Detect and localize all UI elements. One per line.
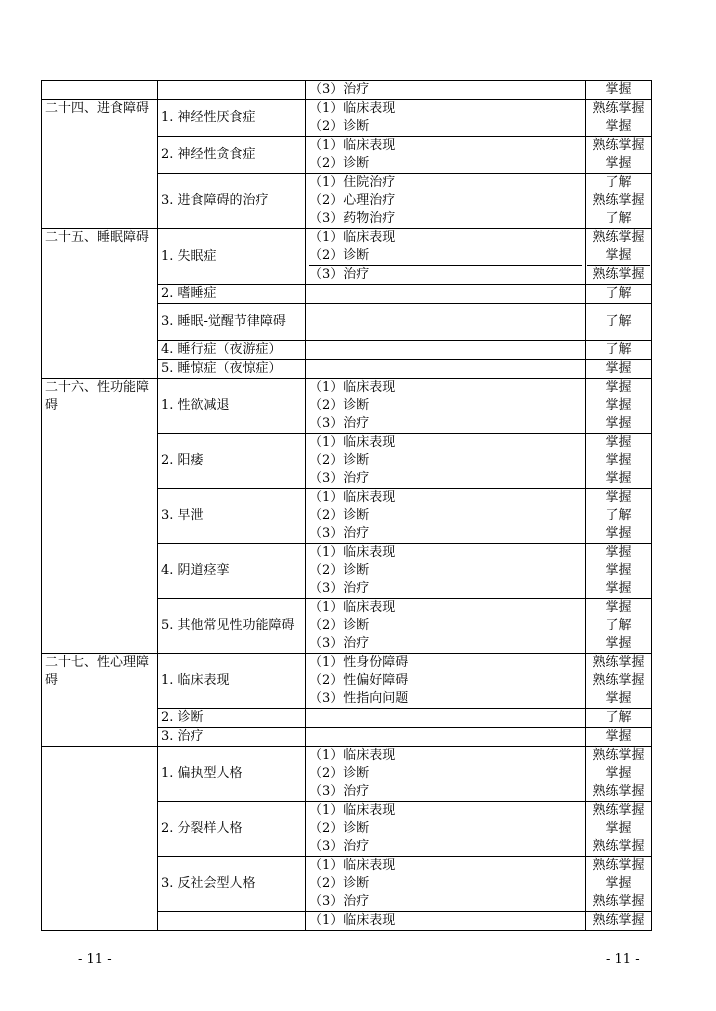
requirement-level: 掌握 (605, 453, 632, 468)
unit-cell: 1. 偏执型人格 (158, 747, 306, 802)
requirement-level: 掌握 (605, 380, 632, 395)
requirement-level: 了解 (605, 211, 632, 226)
requirement-level: 熟练掌握 (592, 673, 645, 688)
content-item: （2）诊断 (309, 119, 370, 134)
content-item: （2）诊断 (309, 398, 370, 413)
requirement-cell (586, 544, 652, 599)
unit-cell: 1. 性欲减退 (158, 379, 306, 434)
content-cell (306, 100, 586, 137)
unit-cell: 3. 早泄 (158, 489, 306, 544)
content-item: （1）临床表现 (309, 230, 396, 245)
content-item: （2）诊断 (309, 821, 370, 836)
content-item: （3）治疗 (309, 526, 370, 541)
content-item: （1）临床表现 (309, 600, 396, 615)
requirement-level: 了解 (605, 508, 632, 523)
content-item: （3）治疗 (309, 839, 370, 854)
content-item: （1）临床表现 (309, 138, 396, 153)
requirement-level: 了解 (605, 286, 632, 301)
requirement-cell (586, 599, 652, 654)
unit-cell: 3. 睡眠-觉醒节律障碍 (158, 304, 306, 341)
unit-cell: 3. 进食障碍的治疗 (158, 174, 306, 229)
requirement-level: 熟练掌握 (592, 858, 645, 873)
requirement-level: 掌握 (605, 490, 632, 505)
content-cell (306, 341, 586, 360)
unit-cell: 3. 反社会型人格 (158, 857, 306, 912)
requirement-level: 掌握 (605, 435, 632, 450)
table-row (42, 747, 652, 802)
category-cell: 二十七、性心理障碍 (42, 654, 158, 747)
requirement-level: 掌握 (605, 636, 632, 651)
category-cell (42, 81, 158, 100)
requirement-cell (586, 728, 652, 747)
requirement-level: 掌握 (605, 581, 632, 596)
requirement-cell (586, 137, 652, 174)
content-item: （3）治疗 (309, 894, 370, 909)
requirement-cell (586, 81, 652, 100)
requirement-level: 掌握 (605, 876, 632, 891)
syllabus-table (41, 80, 652, 931)
requirement-level: 了解 (605, 314, 632, 329)
category-cell: 二十五、睡眠障碍 (42, 229, 158, 379)
content-item: （1）临床表现 (309, 545, 396, 560)
unit-cell: 5. 其他常见性功能障碍 (158, 599, 306, 654)
requirement-cell (586, 360, 652, 379)
content-item: （1）临床表现 (309, 435, 396, 450)
content-item: （1）临床表现 (309, 748, 396, 763)
content-item: （3）治疗 (309, 265, 582, 284)
content-cell (306, 489, 586, 544)
content-item: （2）诊断 (309, 508, 370, 523)
requirement-level: 了解 (605, 710, 632, 725)
content-item: （2）诊断 (309, 563, 370, 578)
unit-cell (158, 912, 306, 931)
unit-cell: 2. 诊断 (158, 709, 306, 728)
requirement-level: 掌握 (605, 729, 632, 744)
content-cell (306, 857, 586, 912)
requirement-cell (586, 434, 652, 489)
requirement-level: 熟练掌握 (592, 193, 645, 208)
requirement-level: 了解 (605, 175, 632, 190)
content-cell (306, 544, 586, 599)
content-item: （3）治疗 (309, 581, 370, 596)
requirement-cell (586, 912, 652, 931)
table-row (42, 229, 652, 285)
content-cell (306, 174, 586, 229)
requirement-level: 熟练掌握 (592, 894, 645, 909)
content-cell (306, 81, 586, 100)
requirement-cell (586, 654, 652, 709)
requirement-level: 熟练掌握 (592, 913, 645, 928)
content-item: （2）诊断 (309, 618, 370, 633)
requirement-level: 掌握 (605, 545, 632, 560)
content-item: （3）药物治疗 (309, 211, 396, 226)
requirement-cell (586, 229, 652, 285)
requirement-cell (586, 285, 652, 304)
content-item: （2）性偏好障碍 (309, 673, 409, 688)
content-cell (306, 285, 586, 304)
content-item: （1）临床表现 (309, 101, 396, 116)
requirement-cell (586, 802, 652, 857)
requirement-cell (586, 100, 652, 137)
category-cell: 二十四、进食障碍 (42, 100, 158, 229)
requirement-level: 掌握 (605, 563, 632, 578)
content-cell (306, 747, 586, 802)
page-number-left: - 11 - (78, 952, 112, 967)
requirement-level: 掌握 (605, 119, 632, 134)
content-cell (306, 802, 586, 857)
unit-cell: 1. 失眠症 (158, 229, 306, 285)
content-item: （3）治疗 (309, 784, 370, 799)
content-item: （1）临床表现 (309, 490, 396, 505)
content-item: （1）临床表现 (309, 380, 396, 395)
unit-cell: 4. 阴道痉挛 (158, 544, 306, 599)
content-item: （3）治疗 (309, 636, 370, 651)
table-row (42, 379, 652, 434)
requirement-level: 掌握 (605, 471, 632, 486)
requirement-level: 熟练掌握 (592, 784, 645, 799)
content-item: （2）诊断 (309, 453, 370, 468)
requirement-level: 熟练掌握 (592, 101, 645, 116)
requirement-level: 掌握 (605, 600, 632, 615)
content-cell (306, 654, 586, 709)
requirement-level: 熟练掌握 (592, 839, 645, 854)
content-item: （2）诊断 (309, 876, 370, 891)
requirement-cell (586, 174, 652, 229)
content-item: （3）性指向问题 (309, 691, 409, 706)
content-item: （1）临床表现 (309, 803, 396, 818)
unit-cell: 2. 嗜睡症 (158, 285, 306, 304)
content-item: （2）诊断 (309, 766, 370, 781)
requirement-level: 熟练掌握 (592, 748, 645, 763)
content-item: （2）心理治疗 (309, 193, 396, 208)
requirement-level: 熟练掌握 (587, 265, 650, 284)
content-item: （1）临床表现 (309, 858, 396, 873)
requirement-cell (586, 379, 652, 434)
table-row (42, 654, 652, 709)
requirement-level: 熟练掌握 (592, 803, 645, 818)
content-item: （2）诊断 (309, 248, 370, 263)
unit-cell: 4. 睡行症（夜游症） (158, 341, 306, 360)
requirement-cell (586, 857, 652, 912)
table-row (42, 100, 652, 137)
content-cell (306, 434, 586, 489)
unit-cell: 2. 分裂样人格 (158, 802, 306, 857)
content-cell (306, 912, 586, 931)
requirement-level: 熟练掌握 (592, 655, 645, 670)
syllabus-table-body (42, 81, 652, 931)
content-item: （3）治疗 (309, 471, 370, 486)
unit-cell: 2. 神经性贪食症 (158, 137, 306, 174)
requirement-cell (586, 709, 652, 728)
unit-cell: 1. 神经性厌食症 (158, 100, 306, 137)
requirement-level: 掌握 (605, 526, 632, 541)
content-cell (306, 728, 586, 747)
content-item: （3）治疗 (309, 82, 370, 97)
content-item: （1）住院治疗 (309, 175, 396, 190)
content-cell (306, 599, 586, 654)
requirement-level: 熟练掌握 (592, 138, 645, 153)
requirement-level: 熟练掌握 (592, 230, 645, 245)
requirement-level: 掌握 (605, 248, 632, 263)
unit-cell: 5. 睡惊症（夜惊症） (158, 360, 306, 379)
requirement-level: 掌握 (605, 398, 632, 413)
requirement-level: 掌握 (605, 82, 632, 97)
content-item: （3）治疗 (309, 416, 370, 431)
content-item: （1）性身份障碍 (309, 655, 409, 670)
requirement-level: 了解 (605, 618, 632, 633)
content-cell (306, 304, 586, 341)
unit-cell: 3. 治疗 (158, 728, 306, 747)
requirement-cell (586, 304, 652, 341)
requirement-level: 了解 (605, 342, 632, 357)
content-item: （1）临床表现 (309, 913, 396, 928)
unit-cell: 1. 临床表现 (158, 654, 306, 709)
requirement-cell (586, 489, 652, 544)
unit-cell (158, 81, 306, 100)
requirement-level: 掌握 (605, 361, 632, 376)
requirement-level: 掌握 (605, 821, 632, 836)
requirement-level: 掌握 (605, 766, 632, 781)
requirement-level: 掌握 (605, 156, 632, 171)
category-cell (42, 747, 158, 931)
category-cell: 二十六、性功能障碍 (42, 379, 158, 654)
unit-cell: 2. 阳痿 (158, 434, 306, 489)
content-cell (306, 379, 586, 434)
requirement-level: 掌握 (605, 691, 632, 706)
requirement-cell (586, 341, 652, 360)
content-item: （2）诊断 (309, 156, 370, 171)
content-cell (306, 229, 586, 285)
page-number-right: - 11 - (606, 952, 640, 967)
requirement-cell (586, 747, 652, 802)
table-row (42, 81, 652, 100)
content-cell (306, 137, 586, 174)
requirement-level: 掌握 (605, 416, 632, 431)
content-cell (306, 360, 586, 379)
content-cell (306, 709, 586, 728)
